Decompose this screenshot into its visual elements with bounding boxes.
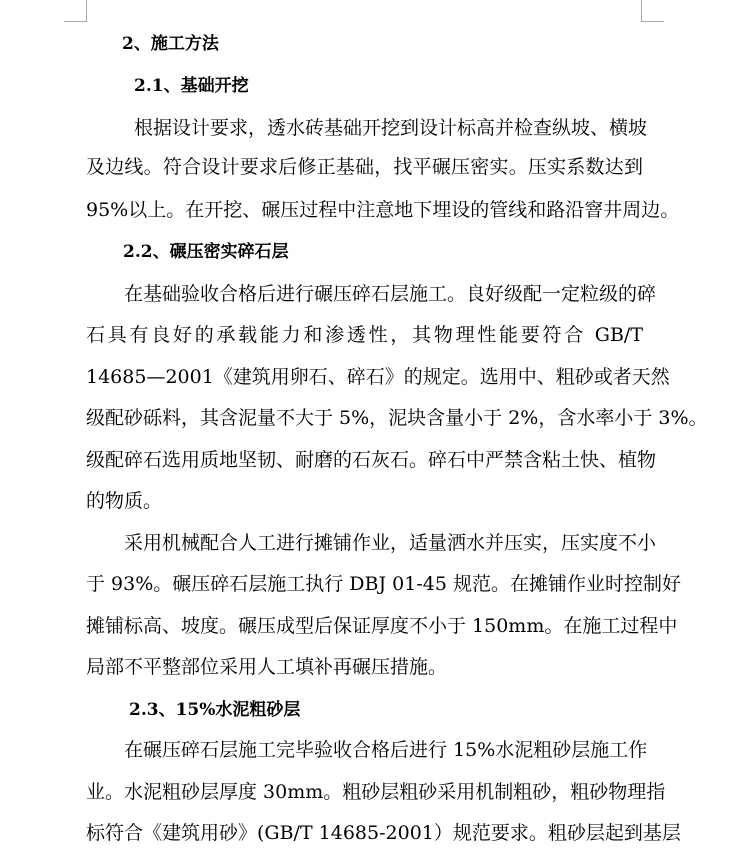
paragraph-line: 级配碎石选用质地坚韧、耐磨的石灰石。碎石中严禁含粘土快、植物: [86, 449, 657, 471]
paragraph-line: 在基础验收合格后进行碾压碎石层施工。良好级配一定粒级的碎: [124, 283, 657, 305]
paragraph-line: 在碾压碎石层施工完毕验收合格后进行 15%水泥粗砂层施工作: [124, 739, 648, 761]
paragraph-line: 95%以上。在开挖、碾压过程中注意地下埋设的管线和路沿窨井周边。: [86, 199, 680, 221]
paragraph-line: 摊铺标高、坡度。碾压成型后保证厚度不小于 150mm。在施工过程中: [86, 615, 678, 637]
subsection-heading-2-2: 2.2、碾压密实碎石层: [123, 242, 289, 262]
paragraph-line: 业。水泥粗砂层厚度 30mm。粗砂层粗砂采用机制粗砂，粗砂物理指: [86, 781, 666, 803]
section-heading: 2、施工方法: [122, 34, 219, 54]
paragraph-line: 采用机械配合人工进行摊铺作业，适量洒水并压实，压实度不小: [124, 532, 657, 554]
paragraph-line: 标符合《建筑用砂》(GB/T 14685-2001）规范要求。粗砂层起到基层: [86, 822, 681, 844]
subsection-heading-2-1: 2.1、基础开挖: [134, 76, 249, 96]
paragraph-line: 石具有良好的承载能力和渗透性，其物理性能要符合 GB/T: [86, 324, 643, 346]
paragraph-line: 根据设计要求，透水砖基础开挖到设计标高并检查纵坡、横坡: [134, 117, 648, 139]
paragraph-line: 于 93%。碾压碎石层施工执行 DBJ 01-45 规范。在摊铺作业时控制好: [86, 573, 681, 595]
paragraph-line: 的物质。: [86, 490, 163, 512]
paragraph-line: 局部不平整部位采用人工填补再碾压措施。: [86, 656, 448, 678]
paragraph-line: 及边线。符合设计要求后修正基础，找平碾压密实。压实系数达到: [86, 156, 643, 178]
paragraph-line: 级配砂砾料，其含泥量不大于 5%，泥块含量小于 2%，含水率小于 3%。: [86, 407, 708, 429]
subsection-heading-2-3: 2.3、15%水泥粗砂层: [129, 700, 301, 720]
paragraph-line: 14685—2001《建筑用卵石、碎石》的规定。选用中、粗砂或者天然: [86, 366, 670, 388]
